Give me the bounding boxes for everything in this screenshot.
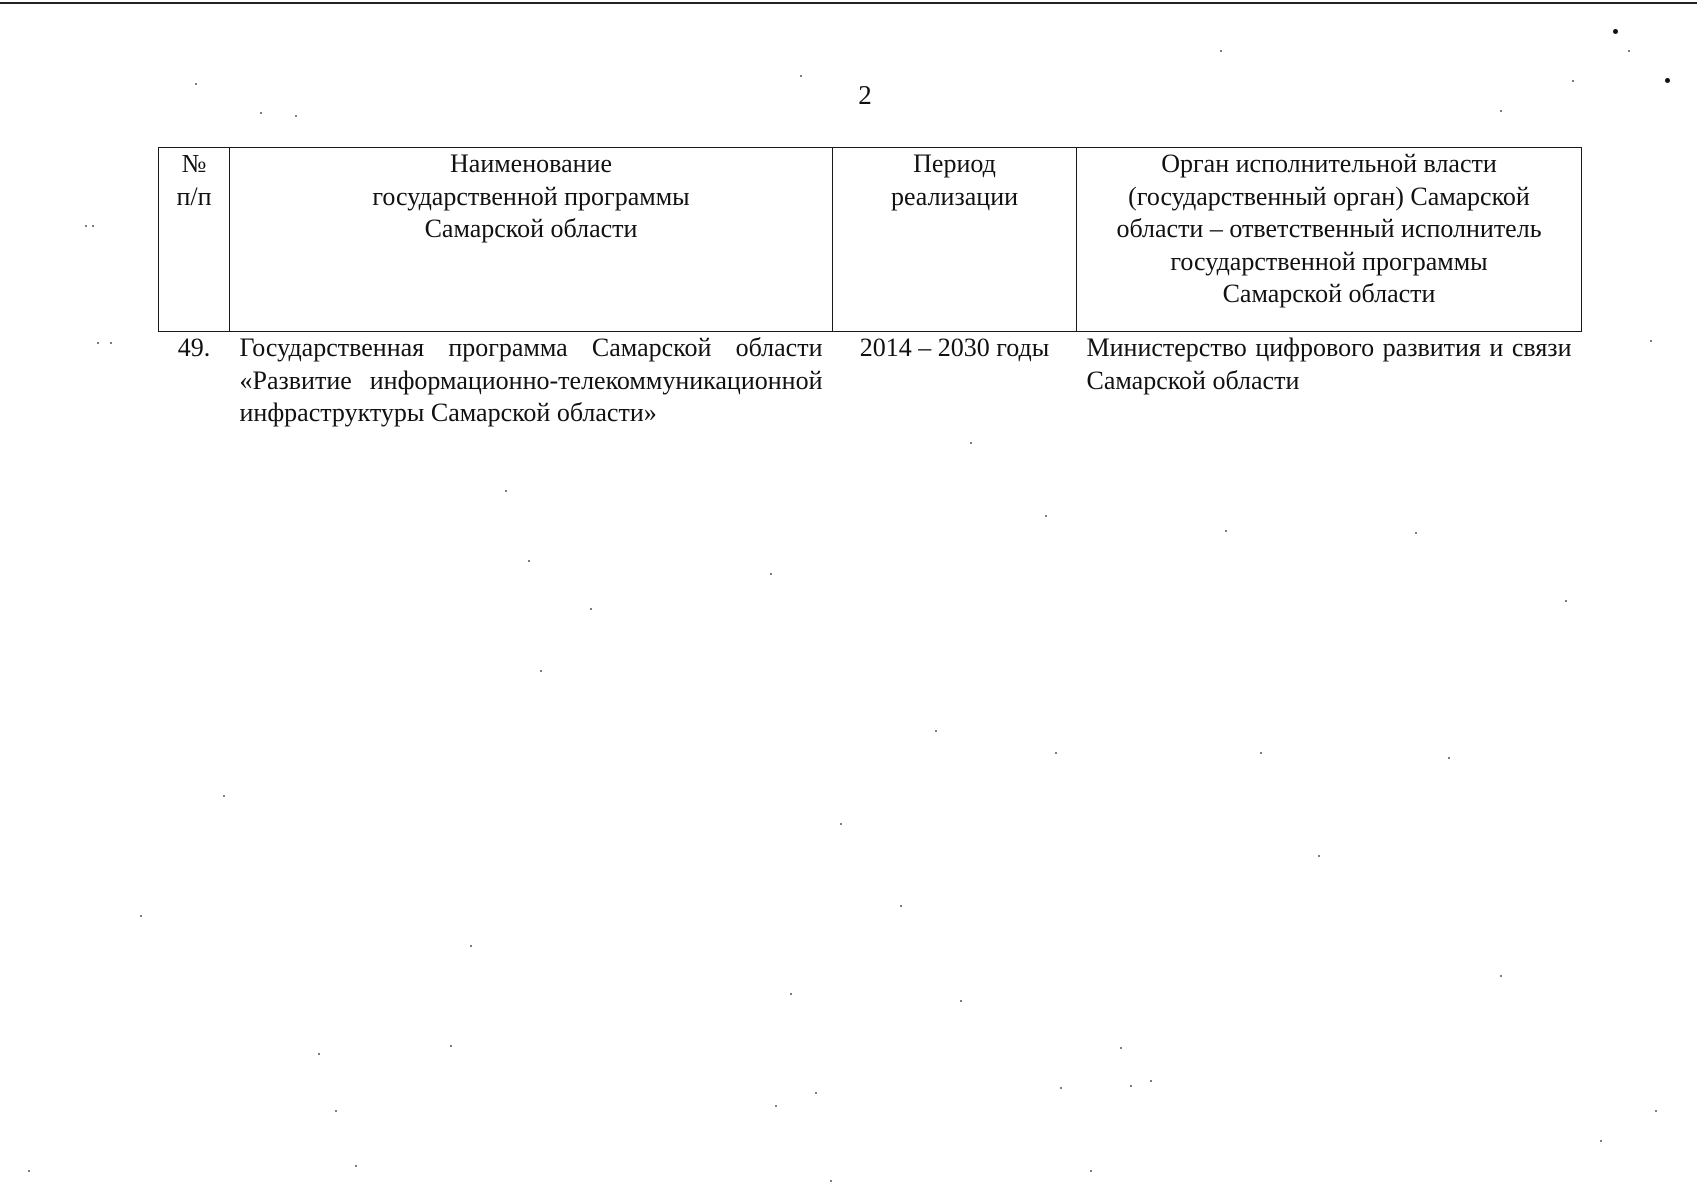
header-period: Период реализации	[833, 148, 1077, 332]
table-header-row	[159, 148, 1582, 332]
page-number: 2	[858, 80, 872, 110]
state-programs-table	[158, 147, 1582, 430]
row-period: 2014 – 2030 годы	[859, 333, 1050, 362]
top-border-line	[0, 2, 1697, 4]
row-number: 49.	[177, 333, 211, 362]
row-program-name: Государственная программа Самарской области «Развитие информационно-телекоммуникационной инфраструктуры Самарской области»	[239, 333, 823, 427]
header-number: № п/п	[159, 148, 230, 332]
table-row	[159, 332, 1582, 430]
row-responsible-agency: Министерство цифрового развития и связи Самарской области	[1086, 333, 1572, 395]
header-program-name: Наименование государственной программы Самарской области	[230, 148, 833, 332]
header-responsible-agency: Орган исполнительной власти (государственный орган) Самарской области – ответственный исполнитель государственной программы Самарской области	[1077, 148, 1582, 332]
